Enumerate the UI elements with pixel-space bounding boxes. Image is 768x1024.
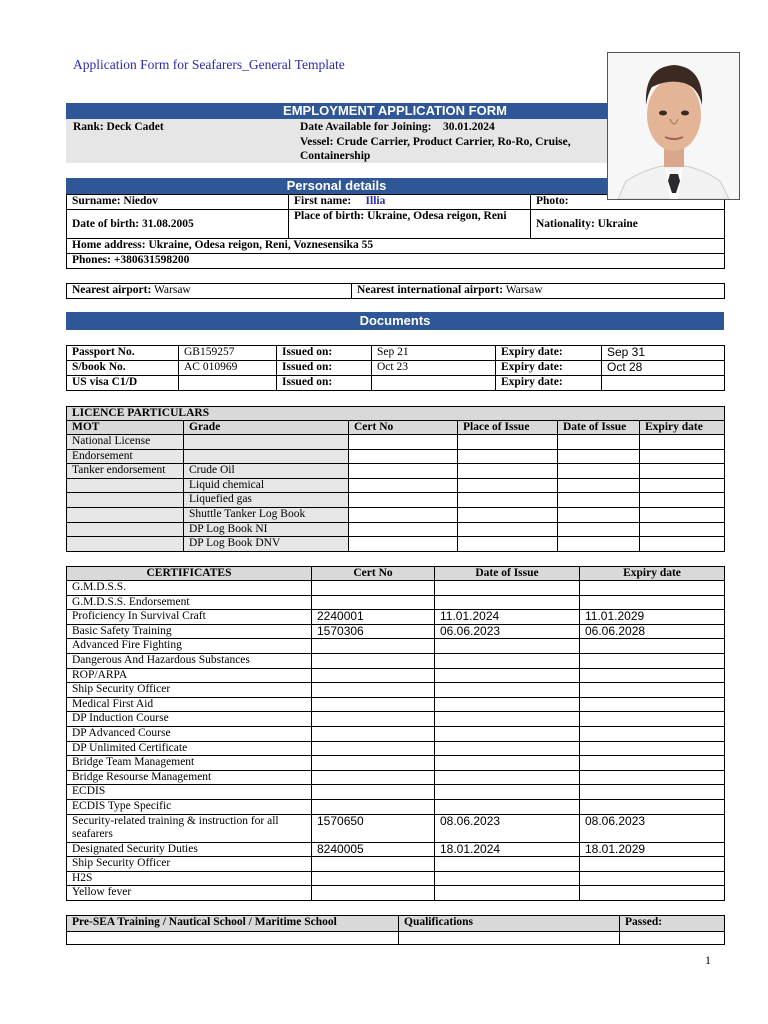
certificate-expiry-date <box>580 595 725 610</box>
certificate-expiry-date <box>580 639 725 654</box>
certificate-row <box>67 697 725 712</box>
training-column-header: Qualifications <box>399 916 620 932</box>
certificate-name: DP Unlimited Certificate <box>67 741 312 756</box>
certificate-number <box>312 741 435 756</box>
licence-cell <box>558 435 640 450</box>
certificate-number <box>312 712 435 727</box>
licence-cell <box>558 522 640 537</box>
date-available-label: Date Available for Joining: <box>300 121 432 133</box>
document-title: Application Form for Seafarers_General Template <box>73 57 345 72</box>
documents-table <box>66 345 725 391</box>
certificate-row <box>67 886 725 901</box>
certificate-issue-date <box>435 857 580 872</box>
certificate-name: Bridge Resourse Management <box>67 770 312 785</box>
expiry-label: Expiry date: <box>496 346 602 361</box>
licence-cell <box>558 493 640 508</box>
first-name <box>289 195 531 210</box>
licence-mot <box>67 522 184 537</box>
certificate-column-header: Date of Issue <box>435 567 580 581</box>
nearest-airport <box>67 284 352 299</box>
licence-cell <box>640 449 725 464</box>
certificate-name: Dangerous And Hazardous Substances <box>67 653 312 668</box>
certificate-expiry-date: 18.01.2029 <box>580 842 725 857</box>
certificate-name: DP Induction Course <box>67 712 312 727</box>
training-table <box>66 915 725 945</box>
training-column-header: Passed: <box>620 916 725 932</box>
surname: Surname: Niedov <box>67 195 289 210</box>
licence-cell <box>349 449 458 464</box>
licence-mot: Endorsement <box>67 449 184 464</box>
certificate-number <box>312 726 435 741</box>
expiry-label: Expiry date: <box>496 361 602 376</box>
certificate-issue-date <box>435 770 580 785</box>
licence-cell <box>640 522 725 537</box>
licence-row <box>67 522 725 537</box>
licence-grade <box>184 435 349 450</box>
expiry-date <box>602 376 725 391</box>
certificate-row <box>67 785 725 800</box>
licence-column-header: MOT <box>67 421 184 435</box>
document-number: GB159257 <box>179 346 277 361</box>
licence-mot <box>67 507 184 522</box>
certificate-number <box>312 785 435 800</box>
training-cell <box>399 932 620 945</box>
licence-grade: Shuttle Tanker Log Book <box>184 507 349 522</box>
certificate-number <box>312 653 435 668</box>
licence-grade: DP Log Book NI <box>184 522 349 537</box>
certificate-name: Basic Safety Training <box>67 624 312 639</box>
certificate-number <box>312 871 435 886</box>
phones: Phones: +380631598200 <box>67 254 725 269</box>
certificate-expiry-date <box>580 712 725 727</box>
certificate-issue-date <box>435 668 580 683</box>
licence-grade: Liquid chemical <box>184 478 349 493</box>
licence-cell <box>640 493 725 508</box>
certificate-row <box>67 624 725 639</box>
certificate-row <box>67 639 725 654</box>
document-row <box>67 346 725 361</box>
certificate-issue-date <box>435 581 580 596</box>
licence-cell <box>349 478 458 493</box>
licence-cell <box>349 435 458 450</box>
issued-date: Oct 23 <box>372 361 496 376</box>
certificate-expiry-date <box>580 785 725 800</box>
certificate-row <box>67 581 725 596</box>
licence-cell <box>458 522 558 537</box>
certificate-number: 2240001 <box>312 610 435 625</box>
licence-cell <box>349 507 458 522</box>
certificate-row <box>67 610 725 625</box>
licence-cell <box>558 537 640 552</box>
certificate-row <box>67 814 725 842</box>
certificate-name: Bridge Team Management <box>67 756 312 771</box>
certificate-issue-date <box>435 595 580 610</box>
certificate-expiry-date <box>580 683 725 698</box>
certificate-column-header: Expiry date <box>580 567 725 581</box>
documents-bar: Documents <box>66 312 724 330</box>
licence-mot: Tanker endorsement <box>67 464 184 479</box>
expiry-date: Oct 28 <box>602 361 725 376</box>
certificate-name: DP Advanced Course <box>67 726 312 741</box>
licence-grade <box>184 449 349 464</box>
certificate-row <box>67 712 725 727</box>
certificate-issue-date <box>435 886 580 901</box>
certificate-expiry-date <box>580 871 725 886</box>
issued-label: Issued on: <box>277 346 372 361</box>
licence-cell <box>458 464 558 479</box>
certificate-issue-date: 11.01.2024 <box>435 610 580 625</box>
licence-cell <box>349 464 458 479</box>
certificate-row <box>67 857 725 872</box>
first-name-value: Illia <box>365 195 386 207</box>
licence-cell <box>558 478 640 493</box>
certificate-name: ROP/ARPA <box>67 668 312 683</box>
certificate-row <box>67 799 725 814</box>
document-row <box>67 361 725 376</box>
licence-cell <box>458 537 558 552</box>
licence-cell <box>349 537 458 552</box>
certificate-issue-date <box>435 712 580 727</box>
certificate-name: Ship Security Officer <box>67 683 312 698</box>
certificate-number <box>312 857 435 872</box>
certificate-row <box>67 683 725 698</box>
certificate-issue-date <box>435 799 580 814</box>
licence-cell <box>349 493 458 508</box>
licence-cell <box>458 493 558 508</box>
certificate-name: Yellow fever <box>67 886 312 901</box>
applicant-photo <box>607 52 740 200</box>
certificate-expiry-date <box>580 726 725 741</box>
form-title-bar: EMPLOYMENT APPLICATION FORM <box>66 103 724 119</box>
licence-cell <box>640 537 725 552</box>
certificate-issue-date <box>435 741 580 756</box>
licence-grade: Crude Oil <box>184 464 349 479</box>
issued-label: Issued on: <box>277 361 372 376</box>
certificate-number: 1570306 <box>312 624 435 639</box>
licence-column-header: Grade <box>184 421 349 435</box>
licence-column-header: Date of Issue <box>558 421 640 435</box>
first-name-label: First name: <box>294 195 352 207</box>
certificate-row <box>67 595 725 610</box>
licence-grade: DP Log Book DNV <box>184 537 349 552</box>
certificate-expiry-date <box>580 770 725 785</box>
portrait-image <box>608 53 739 199</box>
date-available-value: 30.01.2024 <box>443 121 495 133</box>
licence-cell <box>558 507 640 522</box>
certificate-expiry-date: 11.01.2029 <box>580 610 725 625</box>
certificate-number <box>312 668 435 683</box>
issued-date <box>372 376 496 391</box>
issued-date: Sep 21 <box>372 346 496 361</box>
certificate-number <box>312 683 435 698</box>
licence-column-header: Cert No <box>349 421 458 435</box>
licence-mot <box>67 537 184 552</box>
personal-details-bar: Personal details <box>66 178 607 194</box>
certificate-row <box>67 668 725 683</box>
home-address: Home address: Ukraine, Odesa reigon, Reni, Voznesensika 55 <box>67 239 725 254</box>
nearest-airport-value: Warsaw <box>153 284 191 296</box>
certificate-name: ECDIS Type Specific <box>67 799 312 814</box>
licence-grade: Liquefied gas <box>184 493 349 508</box>
personal-details-table <box>66 194 725 269</box>
licence-row <box>67 449 725 464</box>
certificate-issue-date: 18.01.2024 <box>435 842 580 857</box>
certificate-expiry-date <box>580 799 725 814</box>
certificate-name: H2S <box>67 871 312 886</box>
training-cell <box>620 932 725 945</box>
issued-label: Issued on: <box>277 376 372 391</box>
nearest-intl-airport <box>352 284 725 299</box>
document-number <box>179 376 277 391</box>
licence-cell <box>458 478 558 493</box>
licence-cell <box>640 478 725 493</box>
certificate-issue-date <box>435 726 580 741</box>
licence-column-header: Place of Issue <box>458 421 558 435</box>
certificate-number <box>312 756 435 771</box>
expiry-date: Sep 31 <box>602 346 725 361</box>
certificate-expiry-date <box>580 581 725 596</box>
certificate-row <box>67 770 725 785</box>
date-available <box>300 121 495 133</box>
certificate-name: G.M.D.S.S. Endorsement <box>67 595 312 610</box>
training-column-header: Pre-SEA Training / Nautical School / Maritime School <box>67 916 399 932</box>
certificate-expiry-date <box>580 857 725 872</box>
certificate-expiry-date <box>580 741 725 756</box>
certificate-column-header: CERTIFICATES <box>67 567 312 581</box>
certificate-number <box>312 595 435 610</box>
certificate-number: 1570650 <box>312 814 435 842</box>
certificate-number <box>312 799 435 814</box>
licence-cell <box>558 449 640 464</box>
certificate-name: Ship Security Officer <box>67 857 312 872</box>
certificate-expiry-date <box>580 697 725 712</box>
document-number: AC 010969 <box>179 361 277 376</box>
document-label: Passport No. <box>67 346 179 361</box>
airport-table <box>66 283 725 299</box>
licence-mot <box>67 478 184 493</box>
document-label: S/book No. <box>67 361 179 376</box>
certificate-row <box>67 756 725 771</box>
licence-header: LICENCE PARTICULARS <box>67 407 725 421</box>
certificate-expiry-date <box>580 668 725 683</box>
licence-row <box>67 493 725 508</box>
licence-row <box>67 478 725 493</box>
certificate-issue-date <box>435 697 580 712</box>
certificate-expiry-date: 06.06.2028 <box>580 624 725 639</box>
certificate-issue-date <box>435 653 580 668</box>
certificate-name: Advanced Fire Fighting <box>67 639 312 654</box>
place-of-birth: Place of birth: Ukraine, Odesa reigon, Reni <box>289 210 531 239</box>
certificate-row <box>67 871 725 886</box>
licence-mot: National License <box>67 435 184 450</box>
certificate-expiry-date: 08.06.2023 <box>580 814 725 842</box>
certificate-issue-date <box>435 639 580 654</box>
licence-cell <box>458 507 558 522</box>
licence-row <box>67 507 725 522</box>
certificate-number <box>312 770 435 785</box>
licence-cell <box>558 464 640 479</box>
vessel: Vessel: Crude Carrier, Product Carrier, Ro-Ro, Cruise, Containership <box>300 136 571 162</box>
certificate-name: Medical First Aid <box>67 697 312 712</box>
page-number: 1 <box>705 953 711 967</box>
certificate-issue-date <box>435 683 580 698</box>
nearest-intl-airport-label: Nearest international airport: <box>357 284 504 296</box>
licence-cell <box>458 449 558 464</box>
certificate-number <box>312 697 435 712</box>
certificate-number <box>312 886 435 901</box>
document-label: US visa C1/D <box>67 376 179 391</box>
certificate-issue-date <box>435 871 580 886</box>
certificate-name: ECDIS <box>67 785 312 800</box>
training-cell <box>67 932 399 945</box>
certificate-name: Proficiency In Survival Craft <box>67 610 312 625</box>
certificate-expiry-date <box>580 653 725 668</box>
licence-cell <box>458 435 558 450</box>
certificate-row <box>67 842 725 857</box>
certificate-issue-date: 06.06.2023 <box>435 624 580 639</box>
licence-cell <box>640 464 725 479</box>
expiry-label: Expiry date: <box>496 376 602 391</box>
document-row <box>67 376 725 391</box>
certificate-expiry-date <box>580 756 725 771</box>
licence-cell <box>640 507 725 522</box>
certificate-name: Designated Security Duties <box>67 842 312 857</box>
photo-label: Photo: <box>531 195 725 210</box>
certificate-row <box>67 741 725 756</box>
licence-mot <box>67 493 184 508</box>
licence-column-header: Expiry date <box>640 421 725 435</box>
licence-row <box>67 464 725 479</box>
licence-table <box>66 406 725 552</box>
licence-row <box>67 537 725 552</box>
nationality: Nationality: Ukraine <box>531 210 725 239</box>
licence-row <box>67 435 725 450</box>
date-of-birth: Date of birth: 31.08.2005 <box>67 210 289 239</box>
certificate-name: G.M.D.S.S. <box>67 581 312 596</box>
nearest-airport-label: Nearest airport: <box>72 284 152 296</box>
certificate-issue-date <box>435 785 580 800</box>
certificate-number <box>312 639 435 654</box>
certificate-expiry-date <box>580 886 725 901</box>
certificate-row <box>67 653 725 668</box>
certificates-table <box>66 566 725 901</box>
licence-cell <box>640 435 725 450</box>
certificate-column-header: Cert No <box>312 567 435 581</box>
certificate-number: 8240005 <box>312 842 435 857</box>
rank: Rank: Deck Cadet <box>73 121 164 133</box>
nearest-intl-airport-value: Warsaw <box>505 284 543 296</box>
certificate-number <box>312 581 435 596</box>
certificate-issue-date <box>435 756 580 771</box>
certificate-issue-date: 08.06.2023 <box>435 814 580 842</box>
certificate-name: Security-related training & instruction for all seafarers <box>67 814 312 842</box>
certificate-row <box>67 726 725 741</box>
licence-cell <box>349 522 458 537</box>
